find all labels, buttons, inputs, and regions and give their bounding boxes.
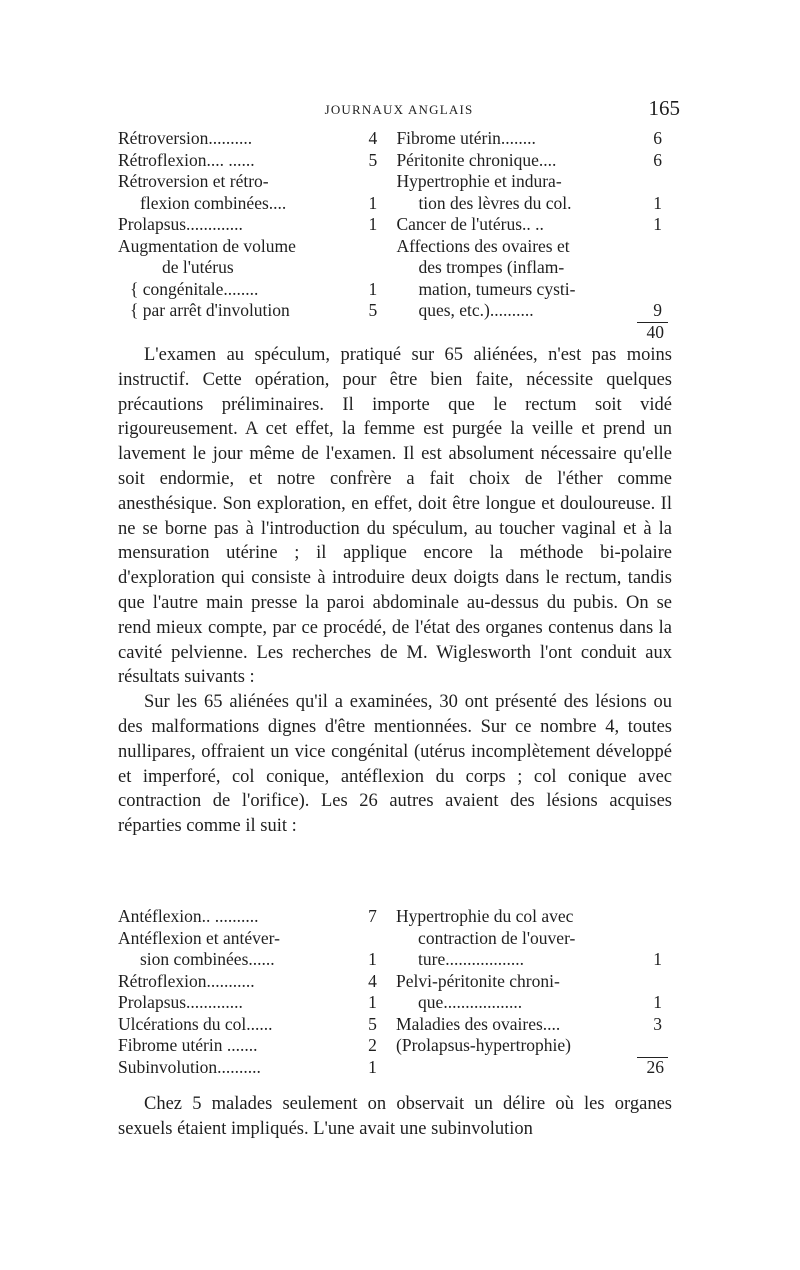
row-label: Fibrome utérin........ xyxy=(396,128,536,148)
row-label-text: congénitale........ xyxy=(142,278,259,299)
table-row xyxy=(118,1035,668,1057)
row-value xyxy=(350,236,383,258)
row-label: mation, tumeurs cysti- xyxy=(418,278,576,299)
table-row xyxy=(118,128,668,150)
row-label: Rétroflexion.... ...... xyxy=(118,149,255,170)
table-total: 26 xyxy=(637,1057,669,1077)
table-row xyxy=(118,971,668,993)
row-value: 1 xyxy=(368,992,377,1012)
row-value: 7 xyxy=(368,906,377,926)
table-row xyxy=(118,1014,668,1036)
row-label: (Prolapsus-hypertrophie) xyxy=(396,1035,572,1055)
row-label: Prolapsus............. xyxy=(118,992,243,1012)
row-value: 1 xyxy=(653,192,662,213)
row-label: Fibrome utérin ....... xyxy=(118,1035,258,1055)
row-label xyxy=(396,1057,636,1079)
row-label: que.................. xyxy=(418,992,523,1012)
row-label: contraction de l'ouver- xyxy=(418,927,576,948)
row-value xyxy=(636,279,668,301)
table-total-row xyxy=(118,322,668,344)
row-value xyxy=(636,971,668,993)
row-value xyxy=(636,257,668,279)
row-label: Maladies des ovaires.... xyxy=(396,1013,561,1034)
table-row xyxy=(118,193,668,215)
row-label: Rétroflexion........... xyxy=(118,970,255,991)
body-text-1 xyxy=(118,343,672,839)
table-row xyxy=(118,906,668,928)
row-label: ture.................. xyxy=(418,949,525,969)
row-label: tion des lèvres du col. xyxy=(418,192,572,213)
statistics-table-2 xyxy=(118,906,668,1078)
row-value xyxy=(636,236,668,258)
row-value xyxy=(636,906,668,928)
row-label: flexion combinées.... xyxy=(140,192,287,213)
running-title: JOURNAUX ANGLAIS xyxy=(324,102,474,117)
table-row xyxy=(118,928,668,950)
row-value: 4 xyxy=(368,970,377,991)
table-total: 40 xyxy=(637,322,669,342)
page-number: 165 xyxy=(648,96,680,120)
row-value xyxy=(350,171,383,193)
brace-icon: { xyxy=(130,278,143,299)
row-value: 5 xyxy=(368,300,378,320)
row-label: Augmentation de volume xyxy=(118,235,296,256)
running-head xyxy=(118,94,680,124)
table-row xyxy=(118,236,668,258)
row-label: Péritonite chronique.... xyxy=(396,149,557,170)
row-label: de l'utérus xyxy=(162,257,234,277)
row-value: 6 xyxy=(653,149,662,170)
row-value xyxy=(350,928,383,950)
row-value: 1 xyxy=(653,214,662,234)
row-label: Cancer de l'utérus.. .. xyxy=(396,214,544,234)
paragraph: Sur les 65 aliénées qu'il a examinées, 30 ont présenté des lésions ou des malformations dignes d'être mentionnées. Sur ce nombre 4, toutes nullipares, offraient un vice congénital (utérus incomplètement développé et imperforé, col conique, antéflexion du corps ; col conique avec contraction de l'orifice). Les 26 autres avaient des lésions acquises réparties comme il suit : xyxy=(118,692,672,837)
row-value xyxy=(350,257,383,279)
row-label: Rétroversion.......... xyxy=(118,128,253,148)
row-value: 6 xyxy=(653,128,662,148)
row-value: 5 xyxy=(368,1013,377,1034)
table-row xyxy=(118,279,668,301)
body-text-2 xyxy=(118,1092,672,1142)
table-row xyxy=(118,949,668,971)
row-value: 1 xyxy=(368,1056,377,1077)
total-cell xyxy=(636,1057,668,1079)
row-label: Subinvolution.......... xyxy=(118,1056,261,1077)
row-value: 3 xyxy=(653,1013,662,1034)
row-value xyxy=(636,171,668,193)
row-value xyxy=(636,928,668,950)
statistics-table-1 xyxy=(118,128,668,343)
row-value xyxy=(636,1035,668,1057)
brace-icon: { xyxy=(130,300,143,320)
row-value: 2 xyxy=(368,1035,377,1055)
row-label: ques, etc.).......... xyxy=(418,300,534,320)
row-label: Rétroversion et rétro- xyxy=(118,171,269,191)
row-label: sion combinées...... xyxy=(140,949,275,969)
table-row xyxy=(118,257,668,279)
total-cell xyxy=(636,322,668,344)
row-value: 1 xyxy=(368,192,378,213)
row-label: Antéflexion.. .......... xyxy=(118,906,259,926)
table-row xyxy=(118,214,668,236)
row-value: 9 xyxy=(653,300,662,320)
table-row xyxy=(118,300,668,322)
table-row xyxy=(118,150,668,172)
row-label: Pelvi-péritonite chroni- xyxy=(396,970,560,991)
row-value: 1 xyxy=(368,214,378,234)
table-row xyxy=(118,1057,668,1079)
row-label-text: par arrêt d'involution xyxy=(142,300,290,320)
table-row xyxy=(118,992,668,1014)
table-row xyxy=(118,171,668,193)
row-value: 1 xyxy=(368,949,377,969)
row-label xyxy=(118,300,350,322)
row-value: 1 xyxy=(368,278,378,299)
row-label: Hypertrophie du col avec xyxy=(396,906,574,926)
row-value: 4 xyxy=(368,128,378,148)
paragraph: Chez 5 malades seulement on observait un délire où les organes sexuels étaient impliqués. L'une avait une subinvolution xyxy=(118,1094,672,1139)
paragraph: L'examen au spéculum, pratiqué sur 65 aliénées, n'est pas moins instructif. Cette opération, pour être bien faite, nécessite quelques précautions préliminaires. Il importe que le rectum soit vidé rigoureusement. A cet effet, la femme est purgée la veille et prend un lavement le jour même de l'examen. Il est absolument nécessaire qu'elle soit endormie, et notre confrère a fait choix de l'éther comme anesthésique. Son exploration, en effet, doit être longue et douloureuse. Il ne se borne pas à l'introduction du spéculum, au toucher vaginal et à la mensuration utérine ; il applique encore la méthode bi-polaire d'exploration qui consiste à introduire deux doigts dans le rectum, tandis que l'autre main presse la paroi abdominale au-dessus du pubis. On se rend mieux compte, par ce procédé, de l'état des organes contenus dans la cavité pelvienne. Les recherches de M. Wiglesworth l'ont conduit aux résultats suivants : xyxy=(118,345,672,688)
row-label: des trompes (inflam- xyxy=(418,257,565,277)
row-value: 1 xyxy=(653,949,662,969)
row-value: 5 xyxy=(368,149,378,170)
row-label: Prolapsus............. xyxy=(118,214,243,234)
row-label: Ulcérations du col...... xyxy=(118,1013,273,1034)
row-value: 1 xyxy=(653,992,662,1012)
row-label: Hypertrophie et indura- xyxy=(396,171,562,191)
row-label: Antéflexion et antéver- xyxy=(118,927,280,948)
row-label xyxy=(118,279,350,301)
row-label: Affections des ovaires et xyxy=(396,235,570,256)
